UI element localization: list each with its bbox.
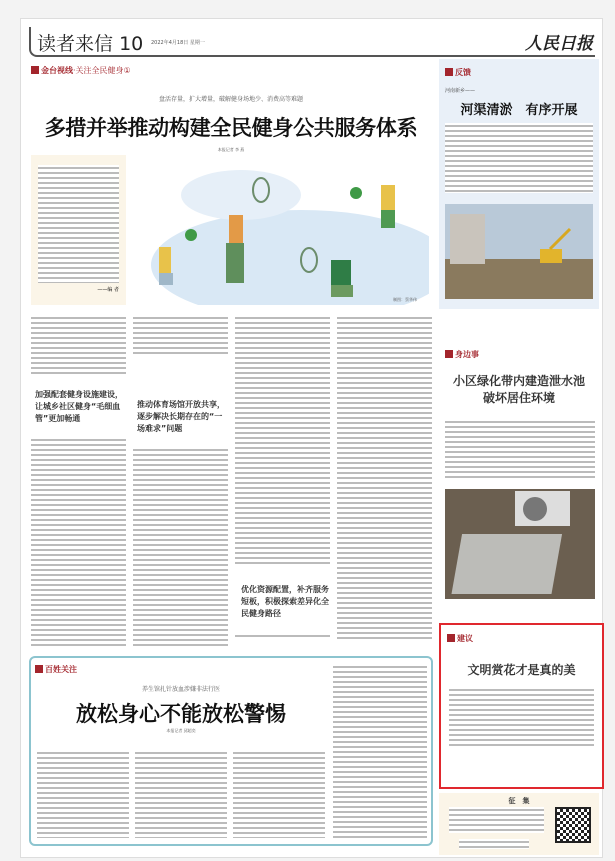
nearby-headline-line: 小区绿化带内建造泄水池 [452, 374, 585, 388]
illustration-credit: 制图：蔡华伟 [393, 297, 417, 302]
issue-date: 2022年4月18日 星期一 [151, 40, 205, 46]
editor-note-sign: ——编 者 [97, 287, 119, 293]
bottom-article [29, 656, 433, 846]
body-text [449, 807, 544, 833]
newspaper-page [20, 18, 603, 858]
body-text [445, 123, 593, 193]
tag-icon [445, 68, 453, 76]
series-label: ·关注全民健身① [73, 66, 131, 75]
section-title [37, 29, 143, 56]
bottom-byline: 本报记者 邱超奕 [166, 728, 196, 733]
body-text [337, 315, 432, 640]
subhead-1: 加强配套健身设施建设，让城乡社区健身“毛细血管”更加畅通 [35, 390, 123, 423]
feedback-tag [445, 67, 471, 78]
body-text [133, 447, 228, 647]
tag-label: 建议 [457, 634, 473, 643]
editor-note-text [38, 165, 119, 283]
feedback-headline: 河渠清淤 有序开展 [460, 103, 578, 118]
body-text [235, 633, 330, 639]
bottom-subtitle: 养生馆扎针放血涉嫌非法行医 [141, 686, 220, 693]
bottom-headline: 放松身心不能放松警惕 [76, 701, 286, 726]
contact-info [459, 839, 529, 849]
suggest-headline: 文明赏花才是真的美 [467, 663, 576, 677]
subhead-3: 优化资源配置，补齐服务短板，积极探索差异化全民健身路径 [241, 585, 329, 618]
tag-label: 身边事 [455, 350, 479, 359]
body-text [235, 315, 330, 565]
body-text [31, 437, 126, 647]
suggestion-box [439, 623, 604, 789]
newspaper-logo: 人民日报 [525, 34, 593, 54]
tag-icon [31, 66, 39, 74]
main-byline: 本报记者 李 燕 [217, 147, 245, 152]
qr-code[interactable] [555, 807, 591, 843]
section-tag [31, 65, 131, 76]
tag-icon [35, 665, 43, 673]
body-text [445, 419, 595, 481]
subhead-2: 推动体育场馆开放共享，逐步解决长期存在的“一场难求”问题 [137, 400, 225, 433]
editor-note [31, 155, 126, 305]
tag-icon [447, 634, 455, 642]
feedback-kicker: 河南新乡—— [445, 88, 476, 94]
feedback-box [439, 59, 599, 309]
nearby-headline [439, 373, 599, 407]
bottom-tag [35, 664, 77, 675]
section-name: 读者来信 [37, 33, 114, 55]
page-header [29, 27, 595, 57]
nearby-tag [445, 349, 479, 360]
main-headline: 多措并举推动构建全民健身公共服务体系 [44, 116, 418, 140]
body-text [37, 750, 129, 838]
page-number: 10 [119, 33, 144, 55]
fitness-illustration [131, 155, 429, 305]
body-text [449, 687, 594, 747]
river-dredging-photo [445, 204, 593, 299]
collect-title: 征 集 [508, 797, 530, 805]
drain-pool-photo [445, 489, 595, 599]
suggest-tag [447, 633, 473, 644]
tag-label: 百姓关注 [45, 665, 77, 674]
tag-label: 金台视线 [41, 66, 73, 75]
body-text [333, 664, 427, 838]
body-text [135, 750, 227, 838]
nearby-headline-line: 破坏居住环境 [482, 391, 555, 405]
tag-icon [445, 350, 453, 358]
tag-label: 反馈 [455, 68, 471, 77]
main-subtitle: 盘活存量，扩大增量，破解健身场地少、消费高等难题 [158, 96, 303, 103]
body-text [233, 750, 325, 838]
body-text [31, 315, 126, 377]
body-text [133, 315, 228, 355]
collection-box [439, 793, 599, 855]
